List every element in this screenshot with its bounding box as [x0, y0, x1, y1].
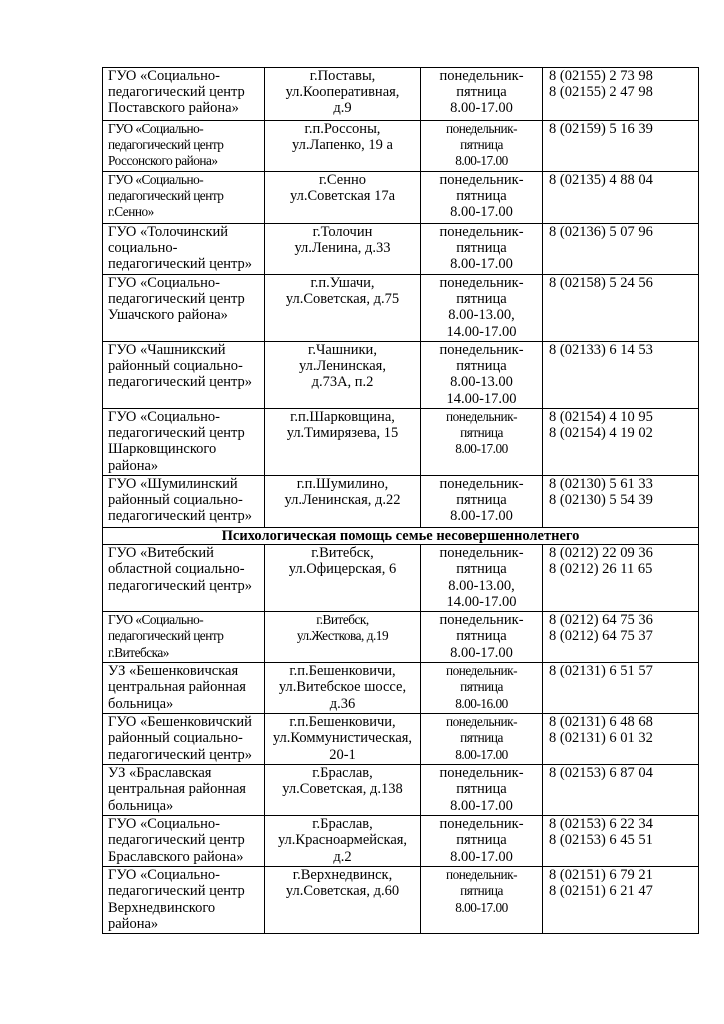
address-line: г.Витебск,	[311, 545, 374, 562]
address-line: д.73А, п.2	[311, 374, 374, 391]
table-row	[103, 275, 699, 342]
phones-cell	[543, 409, 699, 476]
address-line: д.2	[333, 848, 352, 865]
hours-line: 8.00-17.00	[450, 204, 513, 221]
hours-cell	[421, 765, 543, 816]
name-line: ГУО «Социально-	[108, 867, 220, 884]
address-line: ул.Советская, д.75	[285, 291, 400, 308]
hours-line: пятница	[456, 240, 507, 257]
hours-line: пятница	[456, 832, 507, 849]
phones-cell	[543, 476, 699, 528]
name-line: больница»	[108, 695, 174, 712]
phones-line: 8 (02130) 5 61 33	[549, 476, 653, 492]
phones-line: 8 (02131) 6 51 57	[549, 663, 653, 680]
table-row	[103, 765, 699, 816]
hours-line: пятница	[456, 188, 507, 205]
phones-line: 8 (02155) 2 73 98	[549, 68, 653, 84]
address-cell	[265, 816, 421, 867]
address-cell	[265, 545, 421, 612]
hours-line: понедельник-	[439, 612, 524, 629]
phones-cell	[543, 275, 699, 342]
name-cell	[103, 275, 265, 342]
address-line: г.п.Бешенковичи,	[289, 714, 396, 731]
phones-cell	[543, 342, 699, 409]
hours-line: 8.00-17.00	[455, 153, 508, 169]
name-line: ГУО «Социально-	[108, 816, 220, 833]
hours-line: 8.00-17.00	[455, 746, 508, 762]
hours-line: понедельник-	[439, 342, 524, 358]
name-line: района»	[108, 457, 159, 474]
table-row	[103, 409, 699, 476]
phones-cell	[543, 68, 699, 121]
name-cell	[103, 121, 265, 172]
name-line: районный социально-	[108, 730, 243, 747]
name-cell	[103, 714, 265, 765]
name-line: ГУО «Социально-	[108, 409, 220, 425]
hours-line: понедельник-	[439, 172, 524, 188]
hours-cell	[421, 342, 543, 409]
hours-line: пятница	[460, 730, 503, 746]
name-line: педагогический центр	[108, 137, 224, 153]
address-line: г.Браслав,	[312, 816, 373, 833]
phones-line: 8 (02133) 6 14 53	[549, 342, 653, 358]
hours-line: понедельник-	[439, 545, 524, 562]
hours-line: понедельник-	[445, 714, 518, 730]
name-line: ГУО «Шумилинский	[108, 476, 238, 492]
address-cell	[265, 342, 421, 409]
hours-line: понедельник-	[439, 816, 524, 833]
address-line: ул.Кооперативная,	[285, 84, 400, 101]
address-cell	[265, 68, 421, 121]
name-line: педагогический центр	[108, 883, 245, 900]
phones-line: 8 (02151) 6 21 47	[549, 883, 653, 900]
table-row	[103, 612, 699, 663]
phones-cell	[543, 816, 699, 867]
name-line: Верхнедвинского	[108, 899, 216, 916]
name-line: больница»	[108, 797, 174, 814]
name-line: района»	[108, 915, 159, 932]
phones-line: 8 (02153) 6 45 51	[549, 832, 653, 849]
address-cell	[265, 612, 421, 663]
address-cell	[265, 663, 421, 714]
table-row	[103, 68, 699, 121]
address-cell	[265, 172, 421, 224]
name-line: педагогический центр»	[108, 577, 253, 594]
address-line: г.Чашники,	[308, 342, 377, 358]
address-line: г.п.Россоны,	[304, 121, 381, 137]
name-line: Поставского района»	[108, 100, 239, 117]
hours-line: 8.00-13.00	[450, 374, 513, 391]
name-line: ГУО «Социально-	[108, 612, 204, 628]
address-cell	[265, 121, 421, 172]
name-line: социально-	[108, 240, 178, 257]
name-cell	[103, 409, 265, 476]
address-line: ул.Ленинская,	[299, 358, 386, 375]
hours-line: понедельник-	[439, 68, 524, 84]
name-line: ГУО «Бешенковичский	[108, 714, 252, 731]
name-line: г.Сенно»	[108, 204, 154, 220]
name-line: центральная районная	[108, 679, 246, 696]
name-line: педагогический центр	[108, 188, 224, 204]
name-line: Шарковщинского	[108, 441, 217, 458]
hours-line: 14.00-17.00	[446, 593, 517, 610]
address-line: г.Поставы,	[309, 68, 376, 84]
phones-line: 8 (02153) 6 87 04	[549, 765, 653, 782]
address-line: г.Сенно	[319, 172, 366, 188]
address-line: д.9	[333, 100, 352, 117]
hours-line: 8.00-16.00	[455, 695, 508, 711]
hours-line: пятница	[456, 358, 507, 375]
address-line: ул.Ленинская, д.22	[284, 492, 401, 509]
name-cell	[103, 816, 265, 867]
name-line: педагогический центр	[108, 291, 245, 308]
hours-line: понедельник-	[439, 275, 524, 291]
section-header-row	[103, 528, 699, 545]
hours-cell	[421, 816, 543, 867]
hours-line: понедельник-	[445, 663, 518, 679]
hours-cell	[421, 663, 543, 714]
name-cell	[103, 765, 265, 816]
hours-line: 14.00-17.00	[446, 323, 517, 340]
address-cell	[265, 765, 421, 816]
contacts-document	[102, 67, 698, 934]
table-row	[103, 476, 699, 528]
name-cell	[103, 545, 265, 612]
name-line: районный социально-	[108, 358, 243, 375]
phones-line: 8 (02131) 6 01 32	[549, 730, 653, 747]
phones-cell	[543, 612, 699, 663]
contacts-table	[102, 67, 699, 934]
name-cell	[103, 663, 265, 714]
address-line: г.Браслав,	[312, 765, 373, 782]
name-line: ГУО «Чашникский	[108, 342, 226, 358]
hours-line: пятница	[456, 561, 507, 578]
name-cell	[103, 342, 265, 409]
address-line: ул.Лапенко, 19 а	[292, 137, 393, 154]
name-line: Браславского района»	[108, 848, 244, 865]
hours-line: 8.00-17.00	[450, 797, 513, 814]
hours-line: 8.00-17.00	[450, 644, 513, 661]
hours-line: 8.00-17.00	[455, 899, 508, 915]
name-line: ГУО «Социально-	[108, 121, 204, 136]
phones-line: 8 (02158) 5 24 56	[549, 275, 653, 291]
hours-line: понедельник-	[439, 476, 524, 492]
name-cell	[103, 867, 265, 934]
phones-cell	[543, 714, 699, 765]
address-line: г.Витебск,	[316, 612, 369, 628]
hours-line: пятница	[460, 679, 503, 695]
phones-line: 8 (0212) 22 09 36	[549, 545, 653, 562]
address-line: ул.Коммунистическая,	[272, 730, 413, 747]
address-line: г.Толочин	[312, 224, 373, 240]
hours-cell	[421, 476, 543, 528]
name-line: ГУО «Витебский	[108, 545, 214, 562]
name-line: Ушачского района»	[108, 307, 228, 324]
hours-line: пятница	[456, 781, 507, 798]
address-cell	[265, 409, 421, 476]
name-line: педагогический центр	[108, 628, 224, 644]
address-cell	[265, 714, 421, 765]
hours-line: 8.00-13.00,	[448, 307, 515, 324]
address-cell	[265, 275, 421, 342]
hours-cell	[421, 172, 543, 224]
phones-line: 8 (02130) 5 54 39	[549, 492, 653, 509]
address-line: ул.Витебское шоссе,	[278, 679, 407, 696]
hours-cell	[421, 121, 543, 172]
name-cell	[103, 476, 265, 528]
phones-cell	[543, 765, 699, 816]
hours-line: 8.00-17.00	[450, 848, 513, 865]
hours-line: пятница	[456, 84, 507, 101]
hours-line: 8.00-17.00	[455, 441, 508, 457]
address-cell	[265, 476, 421, 528]
name-line: ГУО «Социально-	[108, 68, 220, 84]
name-cell	[103, 612, 265, 663]
name-line: УЗ «Браславская	[108, 765, 212, 782]
phones-cell	[543, 172, 699, 224]
address-line: г.п.Шарковщина,	[290, 409, 395, 425]
address-line: 20-1	[329, 746, 356, 763]
section-header-group	[103, 528, 699, 545]
hours-line: пятница	[460, 137, 503, 153]
name-line: педагогический центр»	[108, 374, 253, 391]
section-header: Психологическая помощь семье несовершеннолетнего	[103, 528, 699, 545]
name-line: областной социально-	[108, 561, 245, 578]
name-line: ГУО «Социально-	[108, 275, 220, 291]
table-row	[103, 121, 699, 172]
hours-line: 8.00-17.00	[450, 508, 513, 525]
hours-line: понедельник-	[445, 867, 518, 883]
phones-line: 8 (0212) 64 75 36	[549, 612, 653, 629]
hours-cell	[421, 714, 543, 765]
table-body-after	[103, 545, 699, 934]
name-line: ГУО «Социально-	[108, 172, 204, 187]
hours-line: пятница	[456, 628, 507, 645]
table-row	[103, 545, 699, 612]
name-cell	[103, 68, 265, 121]
address-line: ул.Советская, д.60	[285, 883, 400, 900]
table-row	[103, 663, 699, 714]
hours-line: пятница	[456, 492, 507, 509]
table-row	[103, 816, 699, 867]
table-row	[103, 224, 699, 275]
address-line: ул.Жесткова, д.19	[296, 628, 389, 644]
address-line: д.36	[329, 695, 356, 712]
phones-line: 8 (02159) 5 16 39	[549, 121, 653, 137]
hours-cell	[421, 275, 543, 342]
phones-line: 8 (02131) 6 48 68	[549, 714, 653, 731]
name-line: педагогический центр	[108, 84, 245, 101]
name-line: ГУО «Толочинский	[108, 224, 229, 240]
name-line: центральная районная	[108, 781, 246, 798]
hours-cell	[421, 224, 543, 275]
phones-line: 8 (0212) 64 75 37	[549, 628, 653, 645]
hours-line: пятница	[460, 883, 503, 899]
address-line: г.п.Ушачи,	[310, 275, 375, 291]
hours-line: понедельник-	[445, 409, 518, 424]
address-line: ул.Советская, д.138	[282, 781, 403, 798]
address-line: ул.Тимирязева, 15	[286, 425, 399, 442]
phones-line: 8 (02154) 4 10 95	[549, 409, 653, 425]
hours-line: 8.00-17.00	[450, 256, 513, 273]
hours-line: пятница	[456, 291, 507, 308]
phones-line: 8 (02135) 4 88 04	[549, 172, 653, 188]
phones-cell	[543, 545, 699, 612]
phones-cell	[543, 663, 699, 714]
hours-line: 8.00-17.00	[450, 100, 513, 117]
address-line: г.п.Шумилино,	[296, 476, 389, 492]
name-line: районный социально-	[108, 492, 243, 509]
address-line: г.п.Бешенковичи,	[289, 663, 396, 680]
name-line: Россонского района»	[108, 153, 218, 169]
address-line: ул.Советская 17а	[289, 188, 396, 205]
phones-line: 8 (02155) 2 47 98	[549, 84, 653, 101]
table-row	[103, 172, 699, 224]
hours-line: 8.00-13.00,	[448, 577, 515, 594]
phones-line: 8 (02136) 5 07 96	[549, 224, 653, 240]
address-cell	[265, 224, 421, 275]
table-row	[103, 867, 699, 934]
phones-cell	[543, 121, 699, 172]
hours-line: понедельник-	[439, 765, 524, 782]
address-line: ул.Ленина, д.33	[294, 240, 391, 257]
phones-line: 8 (02151) 6 79 21	[549, 867, 653, 884]
table-row	[103, 342, 699, 409]
name-line: педагогический центр	[108, 832, 245, 849]
name-line: педагогический центр»	[108, 256, 253, 273]
phones-cell	[543, 224, 699, 275]
phones-line: 8 (02153) 6 22 34	[549, 816, 653, 833]
name-line: педагогический центр»	[108, 508, 253, 525]
address-line: ул.Офицерская, 6	[288, 561, 397, 578]
phones-cell	[543, 867, 699, 934]
name-cell	[103, 224, 265, 275]
table-row	[103, 714, 699, 765]
name-line: г.Витебска»	[108, 644, 169, 660]
phones-line: 8 (0212) 26 11 65	[549, 561, 653, 578]
table-body-before	[103, 68, 699, 528]
hours-line: пятница	[460, 425, 503, 441]
hours-line: 14.00-17.00	[446, 390, 517, 407]
address-cell	[265, 867, 421, 934]
hours-cell	[421, 867, 543, 934]
name-line: педагогический центр»	[108, 746, 253, 763]
name-line: педагогический центр	[108, 425, 245, 442]
hours-line: понедельник-	[439, 224, 524, 240]
name-cell	[103, 172, 265, 224]
hours-line: понедельник-	[445, 121, 518, 136]
hours-cell	[421, 409, 543, 476]
hours-cell	[421, 612, 543, 663]
hours-cell	[421, 545, 543, 612]
address-line: г.Верхнедвинск,	[292, 867, 393, 884]
name-line: УЗ «Бешенковичская	[108, 663, 239, 680]
phones-line: 8 (02154) 4 19 02	[549, 425, 653, 442]
hours-cell	[421, 68, 543, 121]
address-line: ул.Красноармейская,	[277, 832, 408, 849]
